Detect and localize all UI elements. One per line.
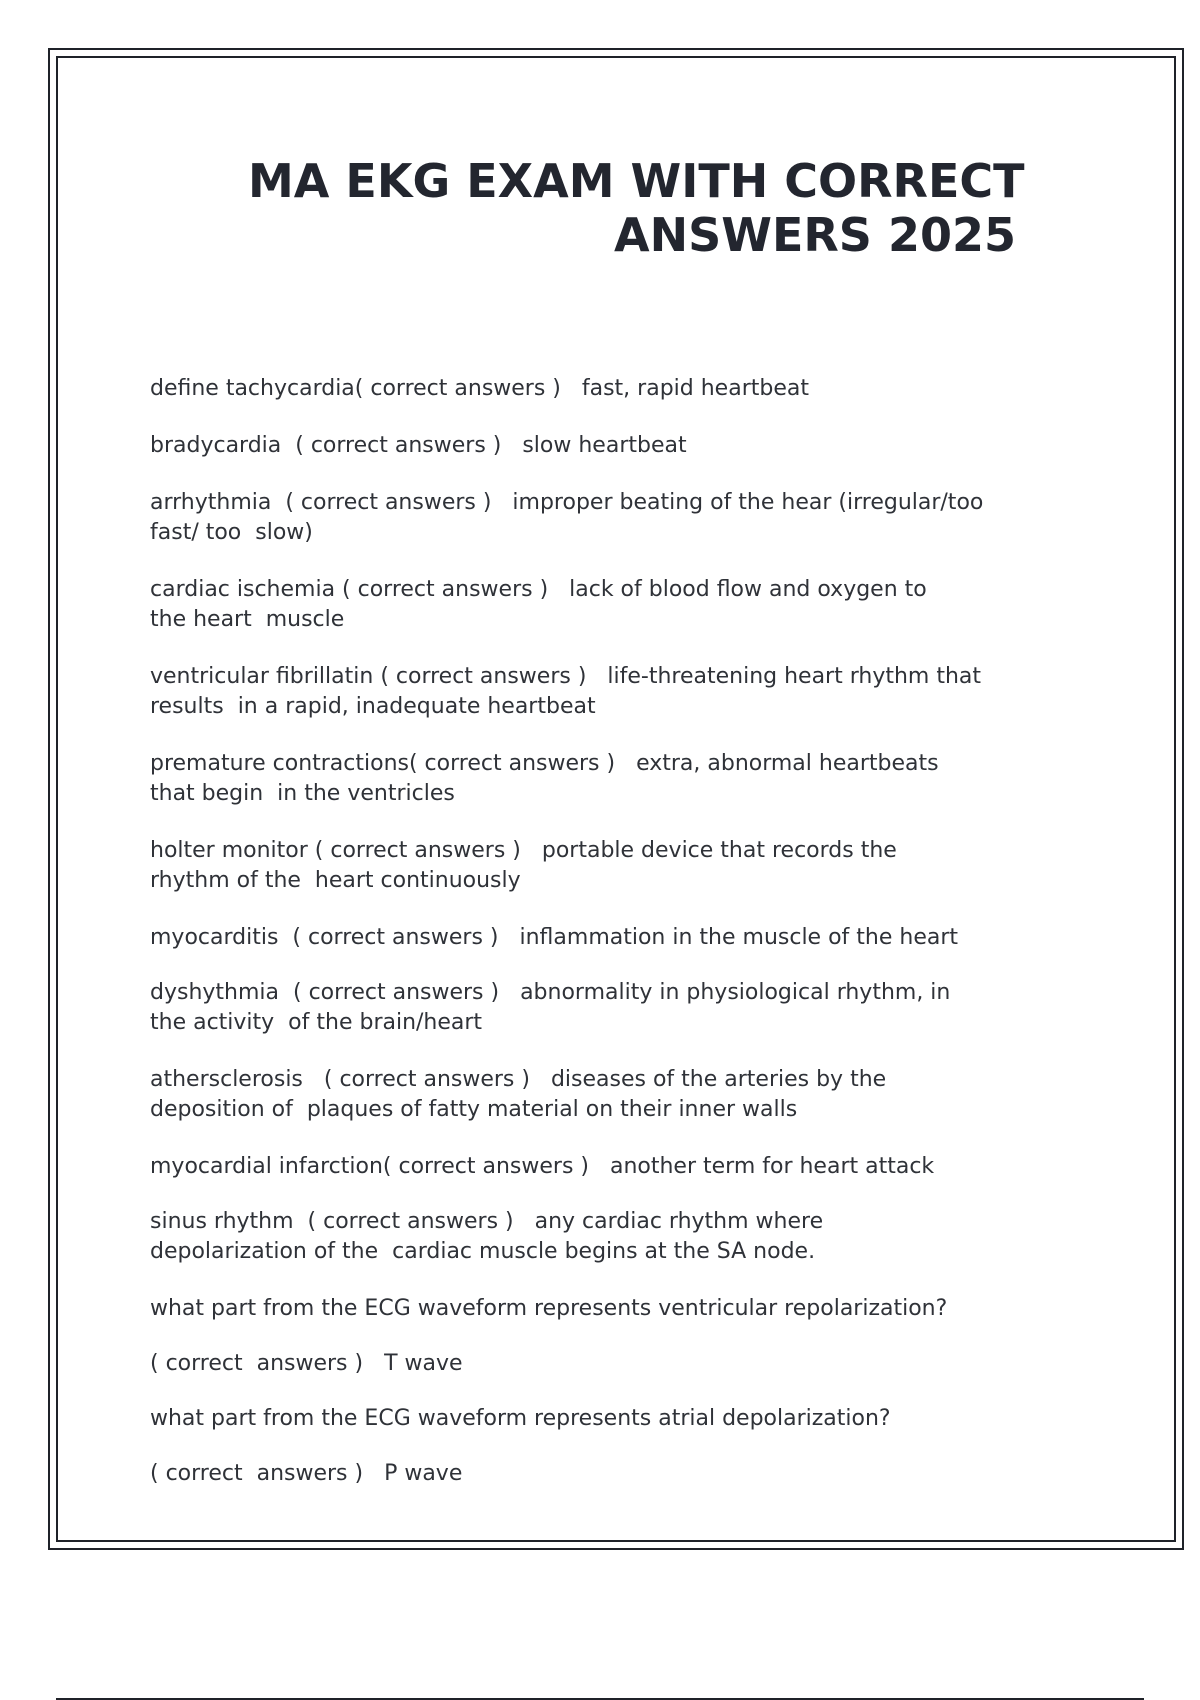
title-line-1: MA EKG EXAM WITH CORRECT <box>248 154 1025 208</box>
qa-item: holter monitor ( correct answers ) portable device that records the rhythm of the heart continuously <box>150 838 897 893</box>
qa-item: sinus rhythm ( correct answers ) any cardiac rhythm where depolarization of the cardiac muscle begins at the SA node. <box>150 1209 824 1264</box>
qa-item: ( correct answers ) P wave <box>150 1461 463 1486</box>
page-border-outer <box>48 48 1184 1550</box>
title-line-2: ANSWERS 2025 <box>614 208 1016 262</box>
qa-item: ( correct answers ) T wave <box>150 1351 463 1376</box>
qa-item: myocardial infarction( correct answers ) another term for heart attack <box>150 1154 935 1179</box>
qa-item: what part from the ECG waveform represents ventricular repolarization? <box>150 1296 948 1321</box>
qa-item: define tachycardia( correct answers ) fast, rapid heartbeat <box>150 376 809 401</box>
qa-item: cardiac ischemia ( correct answers ) lack of blood flow and oxygen to the heart muscle <box>150 577 927 632</box>
qa-item: premature contractions( correct answers ) extra, abnormal heartbeats that begin in the ventricles <box>150 751 939 806</box>
document-title <box>158 154 1058 262</box>
qa-item: dyshythmia ( correct answers ) abnormality in physiological rhythm, in the activity of the brain/heart <box>150 980 951 1035</box>
qa-item: myocarditis ( correct answers ) inflammation in the muscle of the heart <box>150 925 959 950</box>
qa-list <box>150 374 1090 1516</box>
qa-item: arrhythmia ( correct answers ) improper beating of the hear (irregular/too fast/ too slow) <box>150 490 984 545</box>
qa-item: bradycardia ( correct answers ) slow heartbeat <box>150 433 687 458</box>
qa-item: athersclerosis ( correct answers ) diseases of the arteries by the deposition of plaques of fatty material on their inner walls <box>150 1067 887 1122</box>
qa-item: ventricular fibrillatin ( correct answers ) life-threatening heart rhythm that results in a rapid, inadequate heartbeat <box>150 664 982 719</box>
qa-item: what part from the ECG waveform represents atrial depolarization? <box>150 1406 891 1431</box>
page-border-inner <box>56 56 1176 1542</box>
